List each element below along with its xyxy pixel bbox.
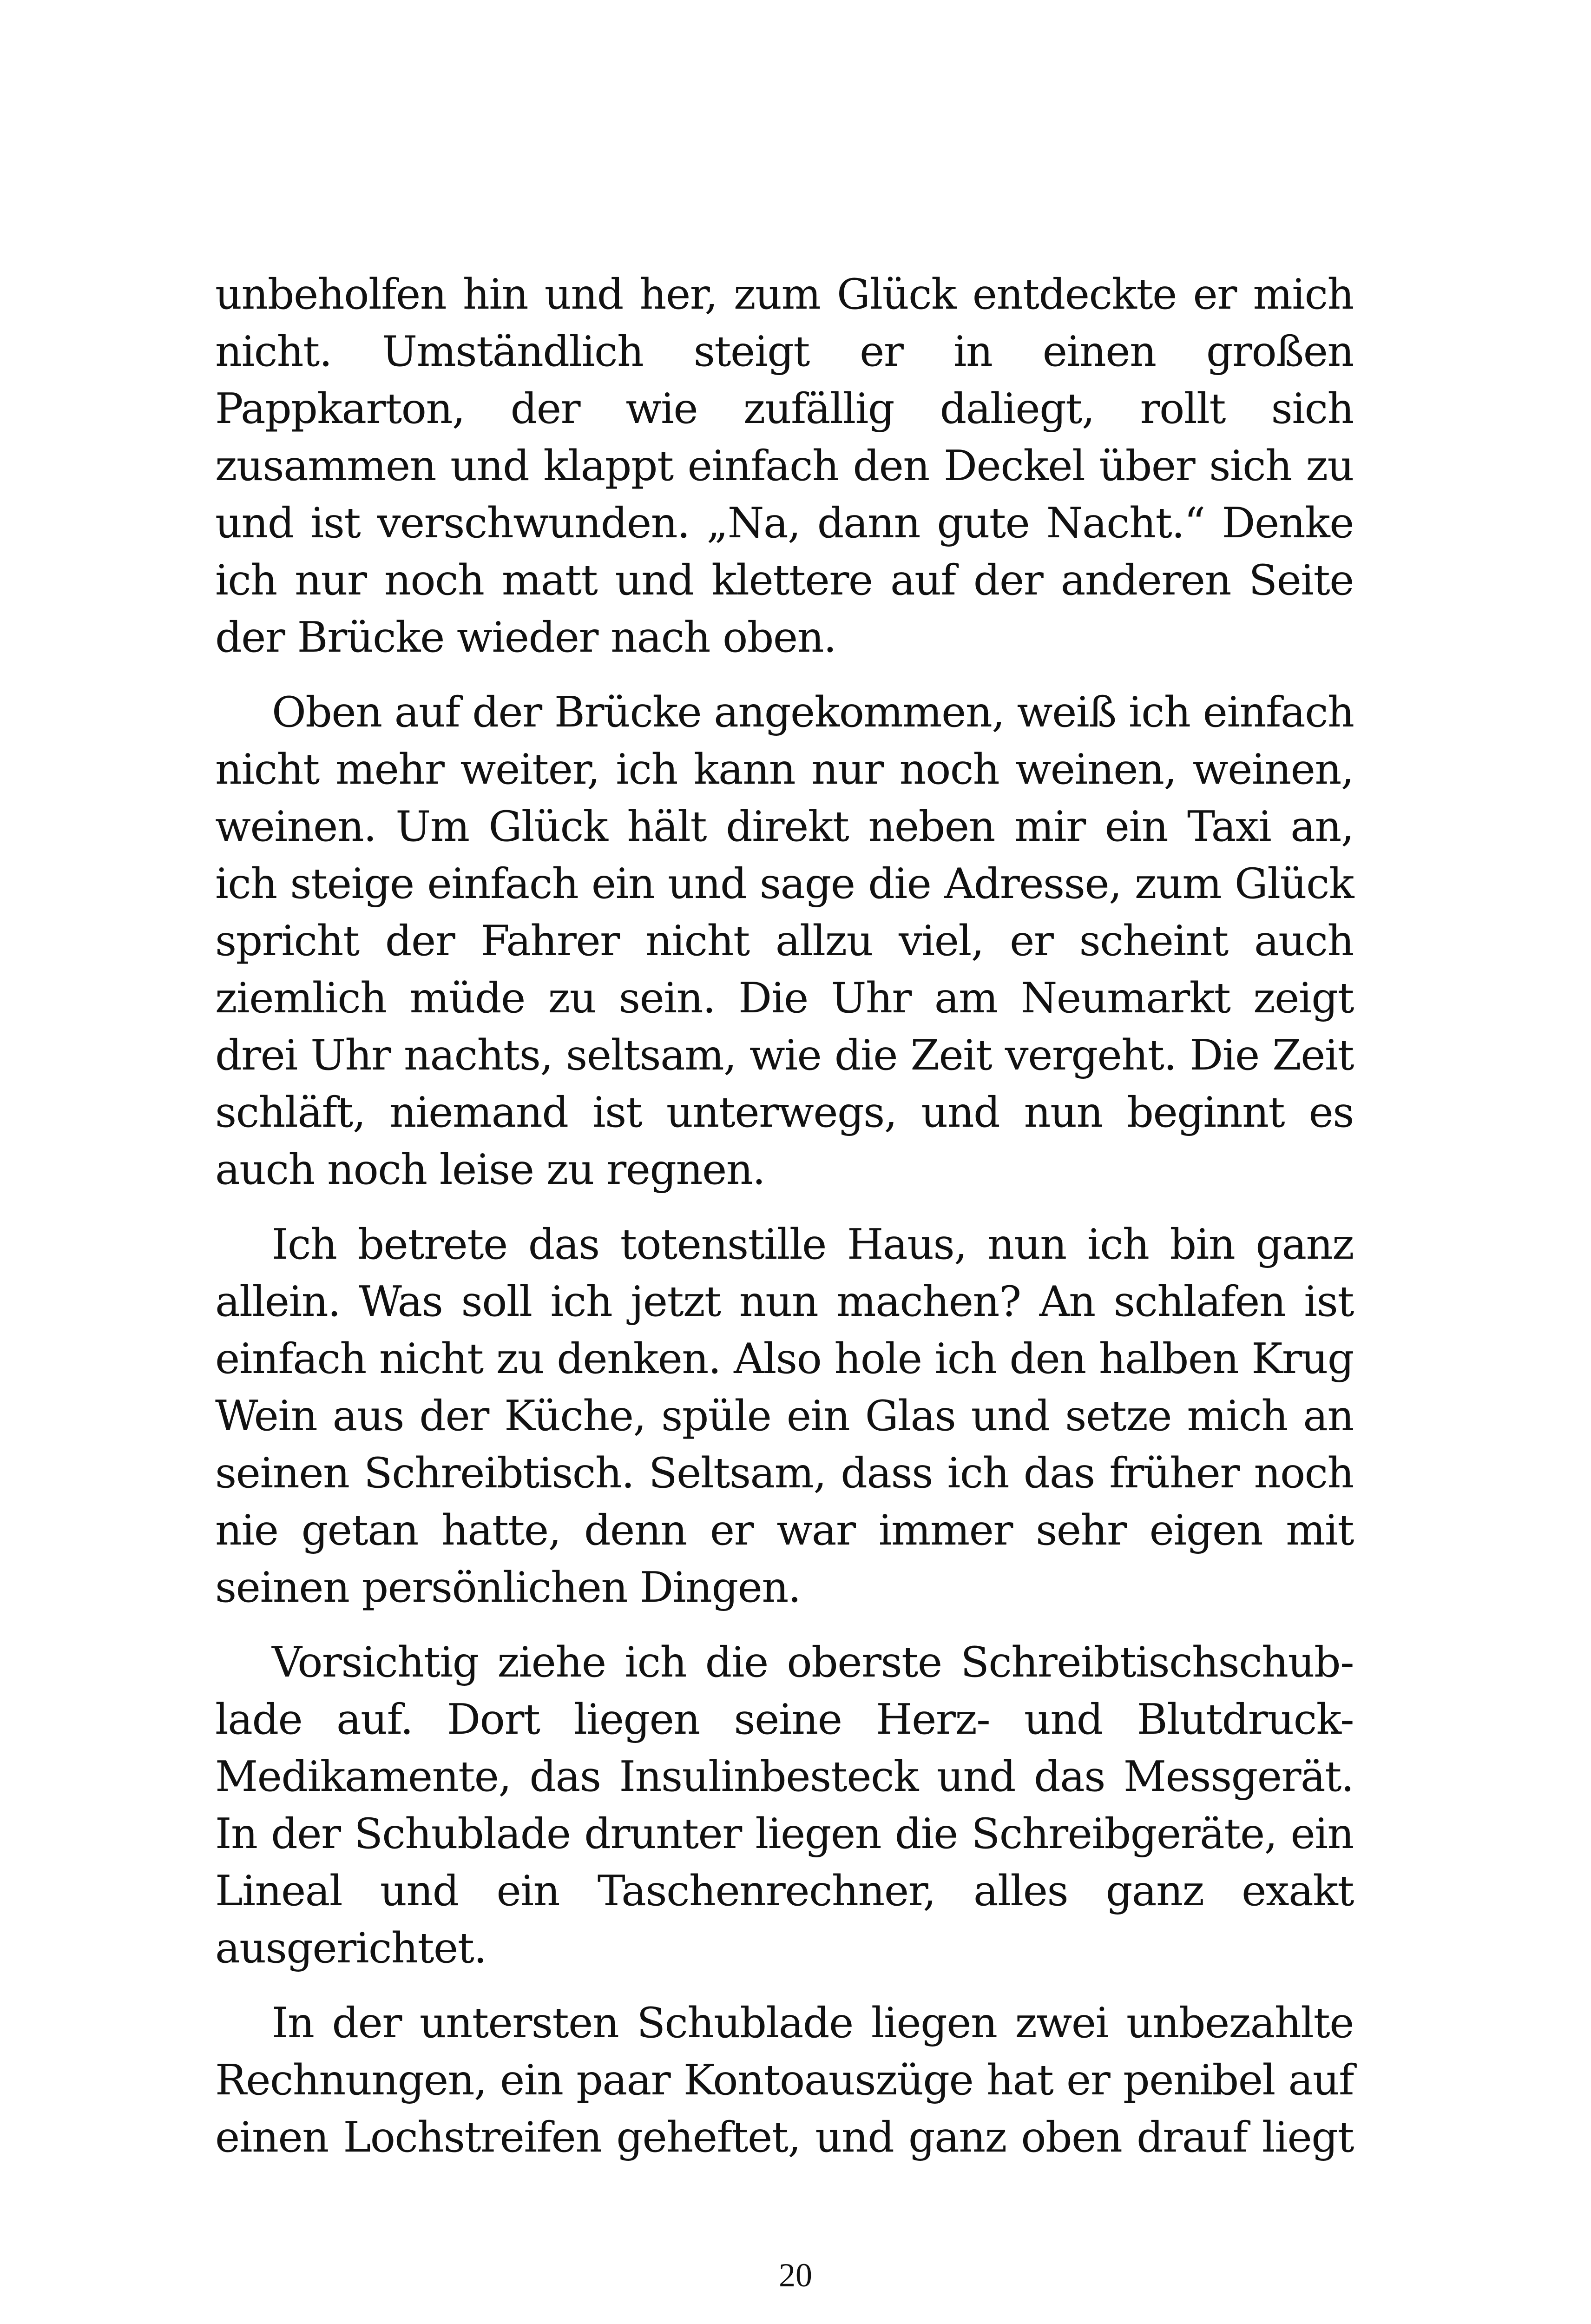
text-line: der Brücke wieder nach oben. xyxy=(215,613,836,662)
paragraph-gap xyxy=(215,666,1354,684)
text-line: Lineal und ein Taschenrechner, alles ganz exakt xyxy=(215,1867,1354,1915)
text-line: und ist verschwunden. „Na, dann gute Nacht.“ Denke xyxy=(215,499,1354,548)
text-line: spricht der Fahrer nicht allzu viel, er scheint auch xyxy=(215,917,1354,965)
text-line: nicht. Umständlich steigt er in einen großen xyxy=(215,327,1354,376)
text-line: drei Uhr nachts, seltsam, wie die Zeit vergeht. Die Zeit xyxy=(215,1031,1354,1080)
text-line: ich nur noch matt und klettere auf der anderen Seite xyxy=(215,556,1354,605)
text-line: einen Lochstreifen geheftet, und ganz oben drauf liegt xyxy=(215,2113,1354,2162)
text-line: unbeholfen hin und her, zum Glück entdeckte er mich xyxy=(215,270,1354,319)
text-line: ausgerichtet. xyxy=(215,1924,487,1973)
text-line: allein. Was soll ich jetzt nun machen? An schlafen ist xyxy=(215,1277,1354,1326)
text-line: seinen Schreibtisch. Seltsam, dass ich das früher noch xyxy=(215,1449,1354,1498)
text-line: Pappkarton, der wie zufällig daliegt, rollt sich xyxy=(215,384,1354,433)
text-line: auch noch leise zu regnen. xyxy=(215,1145,765,1194)
text-line: nie getan hatte, denn er war immer sehr eigen mit xyxy=(215,1506,1354,1555)
paragraph-gap xyxy=(215,1977,1354,1994)
text-line: Ich betrete das totenstille Haus, nun ich bin ganz xyxy=(272,1220,1354,1269)
text-line: ich steige einfach ein und sage die Adresse, zum Glück xyxy=(215,859,1354,908)
text-line: Rechnungen, ein paar Kontoauszüge hat er penibel auf xyxy=(215,2056,1354,2105)
text-line: einfach nicht zu denken. Also hole ich den halben Krug xyxy=(215,1334,1354,1383)
text-line: zusammen und klappt einfach den Deckel über sich zu xyxy=(215,442,1354,490)
page-number: 20 xyxy=(779,2257,812,2294)
text-line: weinen. Um Glück hält direkt neben mir ein Taxi an, xyxy=(215,802,1354,851)
text-line: seinen persönlichen Dingen. xyxy=(215,1563,801,1612)
paragraph-gap xyxy=(215,1616,1354,1634)
text-line: nicht mehr weiter, ich kann nur noch weinen, weinen, xyxy=(215,745,1354,794)
paragraph-gap xyxy=(215,1198,1354,1216)
text-line: In der untersten Schublade liegen zwei unbezahlte xyxy=(272,1999,1354,2047)
text-line: In der Schublade drunter liegen die Schreibgeräte, ein xyxy=(215,1809,1354,1858)
text-line: Medikamente, das Insulinbesteck und das Messgerät. xyxy=(215,1752,1354,1801)
body-text xyxy=(215,266,1354,2166)
text-line: Vorsichtig ziehe ich die oberste Schreibtischschub- xyxy=(272,1638,1354,1687)
text-line: ziemlich müde zu sein. Die Uhr am Neumarkt zeigt xyxy=(215,974,1354,1023)
text-line: lade auf. Dort liegen seine Herz- und Blutdruck- xyxy=(215,1695,1354,1744)
text-line: Wein aus der Küche, spüle ein Glas und setze mich an xyxy=(215,1392,1354,1440)
text-line: Oben auf der Brücke angekommen, weiß ich einfach xyxy=(272,688,1354,737)
text-line: schläft, niemand ist unterwegs, und nun beginnt es xyxy=(215,1088,1354,1137)
